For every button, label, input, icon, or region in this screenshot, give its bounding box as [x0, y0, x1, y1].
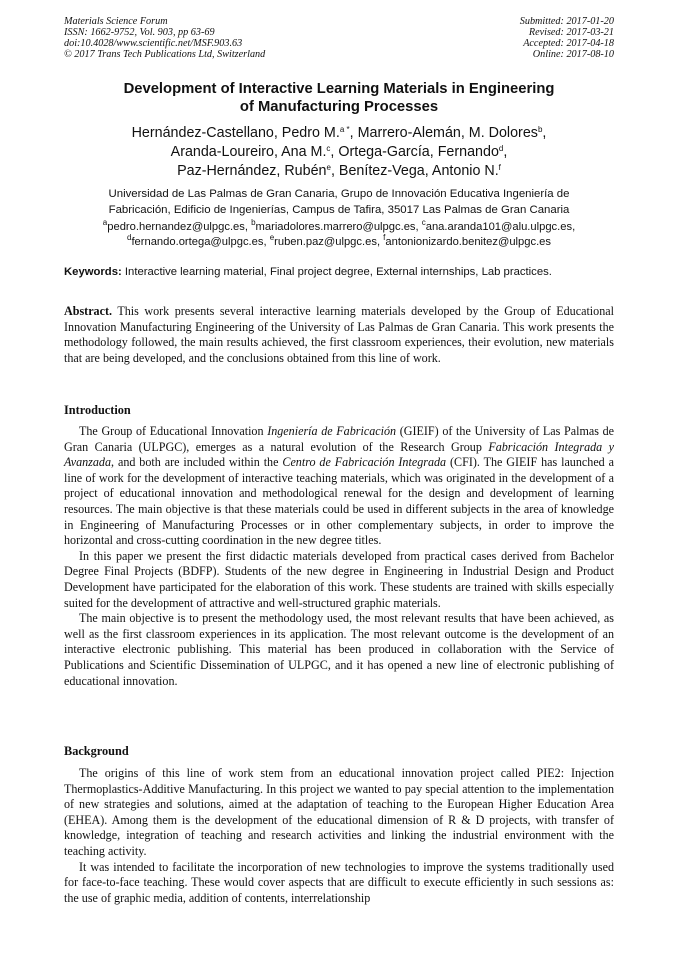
submission-dates [520, 16, 614, 60]
keywords-label: Keywords: [64, 266, 122, 278]
journal-issn: ISSN: 1662-9752, Vol. 903, pp 63-69 [64, 27, 215, 38]
intro-paragraph-3: The main objective is to present the methodology used, the most relevant results that have been achieved, as well as the first classroom experiences in its application. The most relevant outcome is the development of an interactive electronic publishing. This material has been produced in collaboration with the Service of Publications and Scientific Dissemination of ULPGC, and it has opened a new line of electronic publishing of educational innovation. [64, 611, 614, 688]
emails-line-1: $^a$pedro.hernandez@ulpgc.es, $^b$mariadolores.marrero@ulpgc.es, $^c$ana.aranda101@alu.ulpgc.es, [102, 218, 576, 233]
journal-name: Materials Science Forum [64, 16, 168, 27]
email-link[interactable]: fernando.ortega@ulpgc.es [131, 236, 264, 248]
emails-line-2: $^d$fernando.ortega@ulpgc.es, $^e$ruben.paz@ulpgc.es, $^f$antonionizardo.benitez@ulpgc.es [126, 233, 551, 248]
title-line-2: of Manufacturing Processes [239, 99, 439, 115]
author-mark: d [498, 144, 504, 153]
email-link[interactable]: mariadolores.marrero@ulpgc.es [255, 221, 416, 233]
background-paragraph-1: The origins of this line of work stem from an educational innovation project called PIE2: Injection Thermoplastics-Additive Manufacturing. In this project we wanted to pay special attention to the implementation of new strategies and solutions, aimed at the adaptation of teaching to the European Higher Education Area (EHEA). Among them is the development of the educational dimension of R & D projects, with transfer of knowledge, integration of teaching and research activities and linking the industrial environment with the teaching activity. [64, 766, 614, 858]
background-paragraph-2: It was intended to facilitate the incorporation of new technologies to improve the systems traditionally used for face-to-face teaching. These would cover aspects that are difficult to execute efficiently in such sessions as: the use of graphic media, addition of contents, interrelationship [64, 859, 614, 905]
author-name: Marrero-Alemán, M. Dolores [357, 125, 538, 141]
date-online: Online: 2017-08-10 [532, 49, 614, 60]
authors-line-2: Aranda-Loureiro, Ana M.$^c$, Ortega-García, Fernando$^d$, [170, 144, 508, 160]
affiliation-line-2: Fabricación, Edificio de Ingenierías, Campus de Tafira, 35017 Las Palmas de Gran Canaria [108, 204, 570, 216]
background-body [64, 766, 614, 906]
authors-line-3: Paz-Hernández, Rubén$^e$, Benítez-Vega, Antonio N.$^f$ [177, 163, 501, 179]
authors-line-1: Hernández-Castellano, Pedro M.$^{a *}$, Marrero-Alemán, M. Dolores$^b$, [131, 125, 547, 141]
affiliation [64, 186, 614, 218]
abstract-text: This work presents several interactive learning materials developed by the Group of Educational Innovation Manufacturing Engineering of the University of Las Palmas de Gran Canaria. This work presents the methodology followed, the main results achieved, the first classroom experiences, their evolution, new materials that are being developed, and the conclusions obtained from this line of work. [64, 304, 614, 365]
author-mark: a * [339, 125, 350, 134]
affiliation-line-1: Universidad de Las Palmas de Gran Canaria, Grupo de Innovación Educativa Ingeniería de [108, 188, 570, 200]
email-link[interactable]: pedro.hernandez@ulpgc.es [107, 221, 245, 233]
author-name: Ortega-García, Fernando [338, 144, 499, 160]
author-name: Benítez-Vega, Antonio N. [338, 163, 499, 179]
title-line-1: Development of Interactive Learning Materials in Engineering [123, 81, 555, 97]
date-accepted: Accepted: 2017-04-18 [523, 38, 614, 49]
author-mark: f [498, 163, 501, 172]
journal-copyright: © 2017 Trans Tech Publications Ltd, Switzerland [64, 49, 266, 60]
author-list [64, 124, 614, 181]
date-submitted: Submitted: 2017-01-20 [519, 16, 614, 27]
section-heading-background: Background [64, 744, 129, 758]
journal-doi: doi:10.4028/www.scientific.net/MSF.903.63 [64, 38, 243, 49]
author-name: Paz-Hernández, Rubén [177, 163, 327, 179]
intro-paragraph-1: The Group of Educational Innovation Ingeniería de Fabricación (GIEIF) of the University of Las Palmas de Gran Canaria (ULPGC), emerges as a natural evolution of the Research Group Fabricación Integrada y Avanzada, and both are included within the Centro de Fabricación Integrada (CFI). The GIEIF has launched a line of work for the development of interactive teaching materials, which was originated in the development of a project of educational innovation and methodological renewal for the design and development of learning resources. The main objective is that these materials could be used in different subjects in the area of knowledge in Engineering of Manufacturing Processes or in other complementary subjects, in order to improve the horizontal and cross-cutting coordination in the new degree titles. [64, 424, 614, 548]
abstract-label: Abstract. [64, 304, 113, 318]
intro-paragraph-2: In this paper we present the first didactic materials developed from practical cases derived from Bachelor Degree Final Projects (BDFP). Students of the new degree in Engineering in Industrial Design and Product Development have participated for the elaboration of this work. These students are trained with skills especially suited for the development of attractive and well-structured graphic materials. [64, 548, 614, 610]
paper-title [64, 80, 614, 116]
author-mark: c [326, 144, 331, 153]
author-mark: e [326, 163, 331, 172]
author-name: Hernández-Castellano, Pedro M. [131, 125, 340, 141]
introduction-body [64, 424, 614, 689]
journal-info [64, 16, 265, 60]
author-name: Aranda-Loureiro, Ana M. [170, 144, 327, 160]
keywords-text: Interactive learning material, Final project degree, External internships, Lab practices. [124, 266, 552, 278]
abstract [64, 304, 614, 366]
date-revised: Revised: 2017-03-21 [528, 27, 614, 38]
keywords [64, 265, 614, 280]
section-heading-introduction: Introduction [64, 403, 131, 417]
author-mark: b [537, 125, 543, 134]
email-link[interactable]: ruben.paz@ulpgc.es [274, 236, 377, 248]
email-link[interactable]: ana.aranda101@alu.ulpgc.es [425, 221, 573, 233]
author-emails [64, 220, 614, 250]
email-link[interactable]: antonionizardo.benitez@ulpgc.es [385, 236, 551, 248]
